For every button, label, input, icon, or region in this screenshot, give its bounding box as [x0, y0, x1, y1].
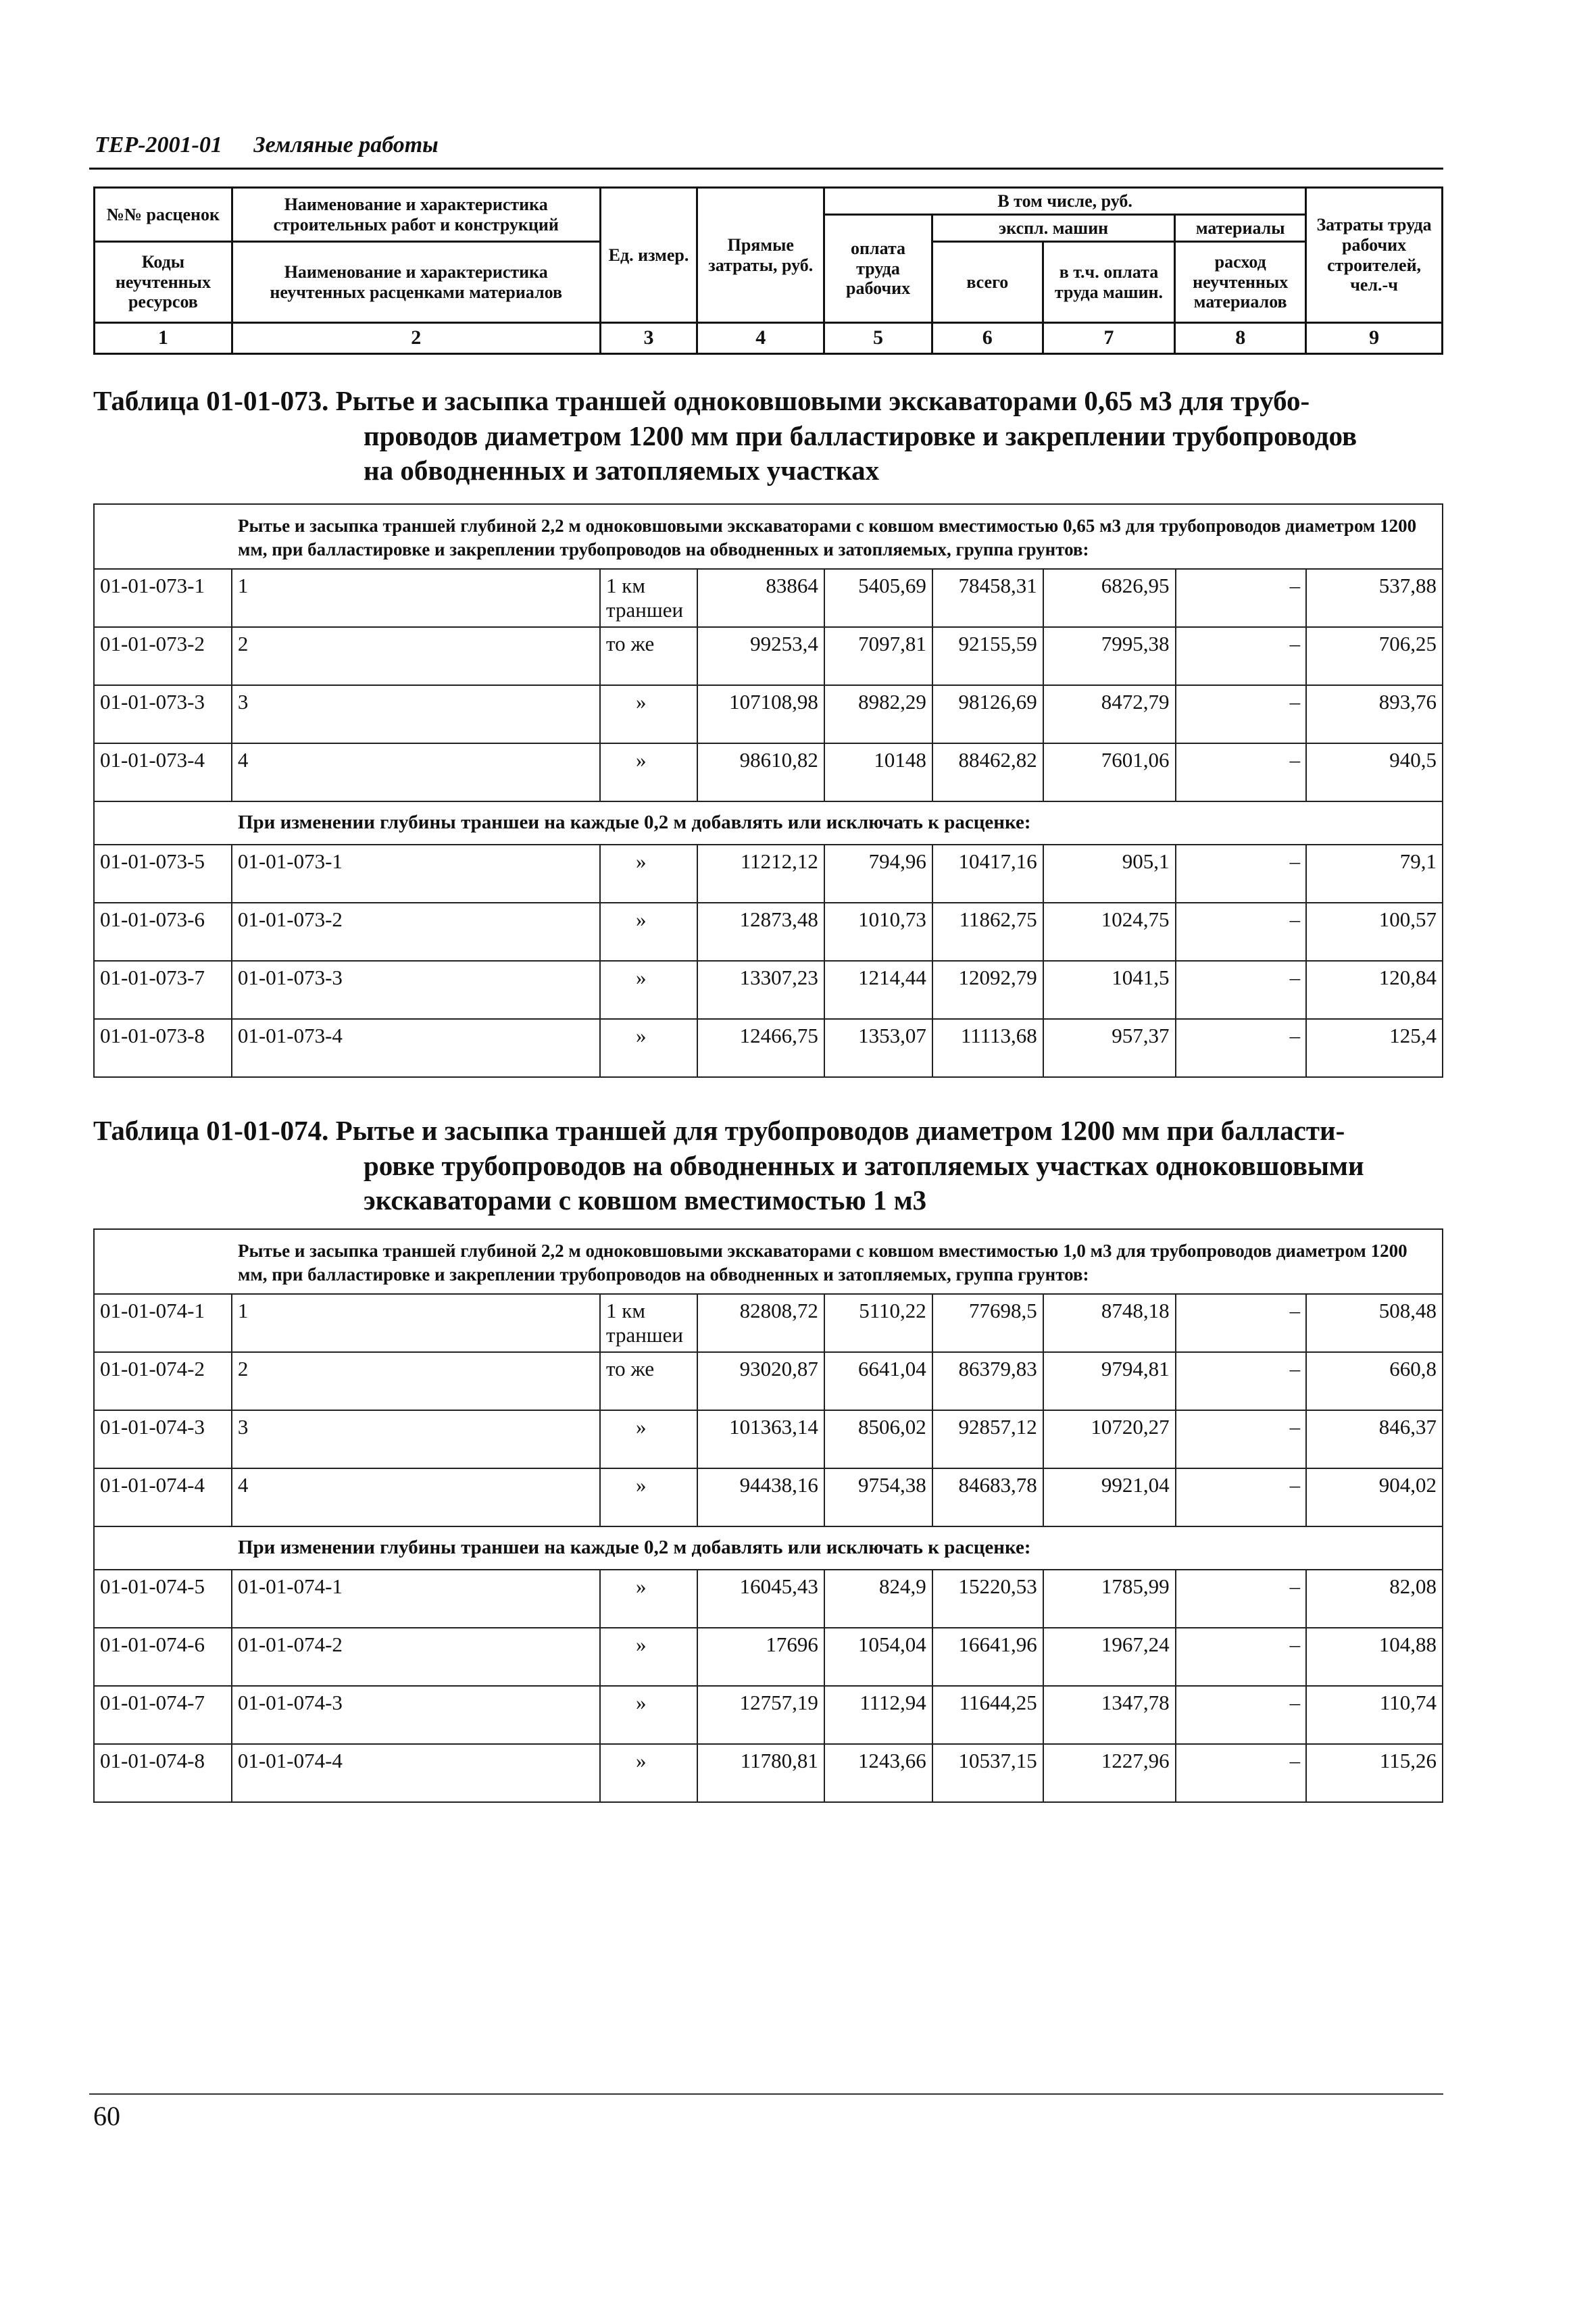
cell-direct-costs: 12873,48	[697, 903, 824, 961]
cell-mach-wage: 905,1	[1043, 845, 1176, 903]
caption-line: Таблица 01-01-074. Рытье и засыпка траншей для трубопроводов диаметром 1200 мм при балласти-	[93, 1115, 1345, 1146]
page-number: 60	[93, 2101, 120, 2131]
cell-mach-total: 98126,69	[932, 685, 1043, 743]
table-row	[94, 1294, 1443, 1352]
cell-mach-total: 92857,12	[932, 1410, 1043, 1468]
cell-name: 01-01-073-1	[232, 845, 600, 903]
cell-rate-code: 01-01-074-4	[94, 1468, 232, 1526]
hdr-rate-numbers: №№ расценок	[95, 188, 232, 242]
caption-line: экскаваторами с ковшом вместимостью 1 м3	[364, 1185, 927, 1216]
cell-rate-code: 01-01-074-7	[94, 1686, 232, 1744]
cell-labor: 115,26	[1306, 1744, 1443, 1802]
cell-name: 01-01-074-4	[232, 1744, 600, 1802]
cell-materials: –	[1176, 1570, 1307, 1628]
cell-materials: –	[1176, 685, 1307, 743]
cell-name: 01-01-074-2	[232, 1628, 600, 1686]
col-num: 4	[697, 323, 824, 354]
cell-rate-code: 01-01-074-8	[94, 1744, 232, 1802]
col-num: 6	[932, 323, 1043, 354]
cell-wage: 8982,29	[824, 685, 932, 743]
table-row	[94, 1686, 1443, 1744]
col-num: 5	[824, 323, 932, 354]
cell-labor: 940,5	[1306, 743, 1443, 801]
cell-wage: 6641,04	[824, 1352, 932, 1410]
cell-mach-wage: 8748,18	[1043, 1294, 1176, 1352]
cell-wage: 1243,66	[824, 1744, 932, 1802]
cell-rate-code: 01-01-073-5	[94, 845, 232, 903]
cell-mach-total: 10537,15	[932, 1744, 1043, 1802]
table-row	[94, 1352, 1443, 1410]
cell-direct-costs: 82808,72	[697, 1294, 824, 1352]
hdr-labor-costs: Затраты труда рабочих строителей, чел.-ч	[1306, 188, 1443, 323]
table-row	[94, 743, 1443, 801]
col-num: 1	[95, 323, 232, 354]
cell-mach-wage: 8472,79	[1043, 685, 1176, 743]
cell-materials: –	[1176, 1744, 1307, 1802]
table-row	[94, 1410, 1443, 1468]
cell-name: 1	[232, 1294, 600, 1352]
cell-mach-total: 15220,53	[932, 1570, 1043, 1628]
running-head-section: Земляные работы	[253, 132, 439, 157]
table-074	[93, 1228, 1443, 1803]
cell-wage: 1353,07	[824, 1019, 932, 1077]
work-description: Рытье и засыпка траншей глубиной 2,2 м одноковшовыми экскаваторами с ковшом вместимостью 1,0 м3 для трубопроводов диаметром 1200 мм, при балластировке и закреплении трубопроводов на обводненных и затопляемых, группа грунтов:	[94, 1229, 1443, 1294]
cell-unit: »	[600, 1468, 697, 1526]
cell-labor: 904,02	[1306, 1468, 1443, 1526]
table-row	[94, 961, 1443, 1019]
cell-name: 3	[232, 1410, 600, 1468]
cell-rate-code: 01-01-073-4	[94, 743, 232, 801]
cell-wage: 8506,02	[824, 1410, 932, 1468]
cell-direct-costs: 107108,98	[697, 685, 824, 743]
column-header-table	[93, 186, 1443, 355]
cell-materials: –	[1176, 1294, 1307, 1352]
cell-unit: »	[600, 1744, 697, 1802]
depth-adjustment-note: При изменении глубины траншеи на каждые 0,2 м добавлять или исключать к расценке:	[94, 1526, 1443, 1570]
cell-unit: »	[600, 1628, 697, 1686]
table-row	[94, 685, 1443, 743]
cell-materials: –	[1176, 1686, 1307, 1744]
cell-mach-total: 10417,16	[932, 845, 1043, 903]
cell-rate-code: 01-01-074-2	[94, 1352, 232, 1410]
cell-mach-wage: 1227,96	[1043, 1744, 1176, 1802]
table-row	[94, 903, 1443, 961]
depth-adjustment-note: При изменении глубины траншеи на каждые 0,2 м добавлять или исключать к расценке:	[94, 801, 1443, 845]
cell-mach-wage: 1785,99	[1043, 1570, 1176, 1628]
cell-rate-code: 01-01-073-1	[94, 569, 232, 627]
cell-wage: 7097,81	[824, 627, 932, 685]
cell-materials: –	[1176, 903, 1307, 961]
hdr-machines: экспл. машин	[932, 215, 1174, 242]
cell-labor: 706,25	[1306, 627, 1443, 685]
cell-rate-code: 01-01-074-1	[94, 1294, 232, 1352]
cell-mach-wage: 7601,06	[1043, 743, 1176, 801]
hdr-unaccounted-codes: Коды неучтенных ресурсов	[95, 242, 232, 323]
cell-mach-total: 12092,79	[932, 961, 1043, 1019]
cell-mach-total: 77698,5	[932, 1294, 1043, 1352]
cell-mach-total: 84683,78	[932, 1468, 1043, 1526]
cell-direct-costs: 16045,43	[697, 1570, 824, 1628]
cell-labor: 660,8	[1306, 1352, 1443, 1410]
cell-mach-total: 16641,96	[932, 1628, 1043, 1686]
cell-unit: »	[600, 903, 697, 961]
cell-direct-costs: 98610,82	[697, 743, 824, 801]
cell-wage: 1214,44	[824, 961, 932, 1019]
cell-materials: –	[1176, 1019, 1307, 1077]
cell-name: 1	[232, 569, 600, 627]
cell-rate-code: 01-01-073-6	[94, 903, 232, 961]
cell-direct-costs: 93020,87	[697, 1352, 824, 1410]
hdr-wage: оплата труда рабочих	[824, 215, 932, 323]
cell-direct-costs: 12466,75	[697, 1019, 824, 1077]
cell-labor: 508,48	[1306, 1294, 1443, 1352]
cell-unit: 1 км траншеи	[600, 1294, 697, 1352]
cell-materials: –	[1176, 1410, 1307, 1468]
cell-wage: 1010,73	[824, 903, 932, 961]
cell-unit: то же	[600, 627, 697, 685]
cell-unit: »	[600, 1019, 697, 1077]
cell-wage: 1112,94	[824, 1686, 932, 1744]
cell-rate-code: 01-01-073-3	[94, 685, 232, 743]
cell-name: 01-01-074-3	[232, 1686, 600, 1744]
cell-direct-costs: 99253,4	[697, 627, 824, 685]
cell-unit: »	[600, 845, 697, 903]
cell-mach-wage: 6826,95	[1043, 569, 1176, 627]
table-row	[94, 845, 1443, 903]
caption-line: проводов диаметром 1200 мм при балластировке и закреплении трубопроводов	[364, 420, 1357, 451]
hdr-unaccounted-materials: Наименование и характеристика неучтенных расценками материалов	[232, 242, 600, 323]
cell-mach-wage: 1041,5	[1043, 961, 1176, 1019]
col-num: 2	[232, 323, 600, 354]
cell-rate-code: 01-01-074-3	[94, 1410, 232, 1468]
table-row	[94, 569, 1443, 627]
cell-direct-costs: 17696	[697, 1628, 824, 1686]
cell-direct-costs: 12757,19	[697, 1686, 824, 1744]
cell-wage: 9754,38	[824, 1468, 932, 1526]
running-head-code: ТЕР-2001-01	[95, 132, 222, 157]
col-num: 9	[1306, 323, 1443, 354]
cell-unit: 1 км траншеи	[600, 569, 697, 627]
cell-wage: 5110,22	[824, 1294, 932, 1352]
cell-name: 2	[232, 627, 600, 685]
hdr-materials: материалы	[1175, 215, 1306, 242]
cell-unit: »	[600, 743, 697, 801]
cell-rate-code: 01-01-073-8	[94, 1019, 232, 1077]
cell-mach-total: 92155,59	[932, 627, 1043, 685]
cell-name: 3	[232, 685, 600, 743]
cell-direct-costs: 94438,16	[697, 1468, 824, 1526]
cell-mach-wage: 957,37	[1043, 1019, 1176, 1077]
cell-name: 01-01-073-3	[232, 961, 600, 1019]
hdr-mach-total: всего	[932, 242, 1043, 323]
caption-line: Таблица 01-01-073. Рытье и засыпка траншей одноковшовыми экскаваторами 0,65 м3 для трубо-	[93, 385, 1310, 416]
cell-materials: –	[1176, 1468, 1307, 1526]
cell-direct-costs: 11780,81	[697, 1744, 824, 1802]
cell-mach-total: 11113,68	[932, 1019, 1043, 1077]
hdr-mat-unaccounted: расход неучтенных материалов	[1175, 242, 1306, 323]
cell-labor: 120,84	[1306, 961, 1443, 1019]
cell-rate-code: 01-01-073-2	[94, 627, 232, 685]
cell-wage: 1054,04	[824, 1628, 932, 1686]
cell-direct-costs: 83864	[697, 569, 824, 627]
cell-wage: 794,96	[824, 845, 932, 903]
table-073	[93, 503, 1443, 1078]
cell-name: 01-01-074-1	[232, 1570, 600, 1628]
cell-mach-total: 78458,31	[932, 569, 1043, 627]
cell-unit: »	[600, 1686, 697, 1744]
cell-labor: 125,4	[1306, 1019, 1443, 1077]
cell-wage: 10148	[824, 743, 932, 801]
cell-labor: 537,88	[1306, 569, 1443, 627]
col-num: 3	[600, 323, 697, 354]
cell-mach-total: 11644,25	[932, 1686, 1043, 1744]
table-row	[94, 1019, 1443, 1077]
cell-labor: 846,37	[1306, 1410, 1443, 1468]
col-num: 8	[1175, 323, 1306, 354]
cell-materials: –	[1176, 1352, 1307, 1410]
cell-mach-wage: 1347,78	[1043, 1686, 1176, 1744]
running-head	[95, 132, 464, 158]
cell-mach-wage: 10720,27	[1043, 1410, 1176, 1468]
cell-direct-costs: 11212,12	[697, 845, 824, 903]
cell-rate-code: 01-01-073-7	[94, 961, 232, 1019]
cell-name: 01-01-073-4	[232, 1019, 600, 1077]
work-description: Рытье и засыпка траншей глубиной 2,2 м одноковшовыми экскаваторами с ковшом вместимостью 0,65 м3 для трубопроводов диаметром 1200 мм, при балластировке и закреплении трубопроводов на обводненных и затопляемых, группа грунтов:	[94, 504, 1443, 569]
cell-unit: »	[600, 1410, 697, 1468]
cell-mach-total: 11862,75	[932, 903, 1043, 961]
cell-wage: 824,9	[824, 1570, 932, 1628]
hdr-work-name: Наименование и характеристика строительных работ и конструкций	[232, 188, 600, 242]
cell-unit: »	[600, 685, 697, 743]
hdr-unit: Ед. измер.	[600, 188, 697, 323]
caption-line: ровке трубопроводов на обводненных и затопляемых участках одноковшовыми	[364, 1149, 1364, 1181]
cell-materials: –	[1176, 569, 1307, 627]
hdr-direct-costs: Прямые затраты, руб.	[697, 188, 824, 323]
cell-labor: 110,74	[1306, 1686, 1443, 1744]
cell-labor: 79,1	[1306, 845, 1443, 903]
cell-labor: 82,08	[1306, 1570, 1443, 1628]
cell-unit: »	[600, 1570, 697, 1628]
col-num: 7	[1043, 323, 1175, 354]
cell-labor: 104,88	[1306, 1628, 1443, 1686]
cell-mach-wage: 7995,38	[1043, 627, 1176, 685]
table-row	[94, 1744, 1443, 1802]
footer-rule	[89, 2093, 1443, 2095]
cell-direct-costs: 101363,14	[697, 1410, 824, 1468]
cell-name: 01-01-073-2	[232, 903, 600, 961]
table-row	[94, 1628, 1443, 1686]
table-073-caption	[93, 384, 1443, 489]
cell-mach-total: 86379,83	[932, 1352, 1043, 1410]
hdr-mach-wage: в т.ч. оплата труда машин.	[1043, 242, 1175, 323]
cell-materials: –	[1176, 845, 1307, 903]
table-row	[94, 1570, 1443, 1628]
cell-mach-wage: 9794,81	[1043, 1352, 1176, 1410]
cell-materials: –	[1176, 627, 1307, 685]
cell-rate-code: 01-01-074-6	[94, 1628, 232, 1686]
cell-unit: то же	[600, 1352, 697, 1410]
cell-name: 2	[232, 1352, 600, 1410]
cell-materials: –	[1176, 961, 1307, 1019]
table-row	[94, 1468, 1443, 1526]
cell-materials: –	[1176, 1628, 1307, 1686]
cell-name: 4	[232, 1468, 600, 1526]
cell-unit: »	[600, 961, 697, 1019]
hdr-including: В том числе, руб.	[824, 188, 1306, 215]
caption-line: на обводненных и затопляемых участках	[364, 455, 880, 487]
cell-mach-wage: 1024,75	[1043, 903, 1176, 961]
cell-mach-wage: 9921,04	[1043, 1468, 1176, 1526]
cell-materials: –	[1176, 743, 1307, 801]
cell-name: 4	[232, 743, 600, 801]
cell-mach-total: 88462,82	[932, 743, 1043, 801]
cell-wage: 5405,69	[824, 569, 932, 627]
cell-rate-code: 01-01-074-5	[94, 1570, 232, 1628]
header-rule	[89, 168, 1443, 170]
cell-labor: 893,76	[1306, 685, 1443, 743]
table-074-caption	[93, 1114, 1443, 1218]
cell-labor: 100,57	[1306, 903, 1443, 961]
table-row	[94, 627, 1443, 685]
cell-mach-wage: 1967,24	[1043, 1628, 1176, 1686]
cell-direct-costs: 13307,23	[697, 961, 824, 1019]
